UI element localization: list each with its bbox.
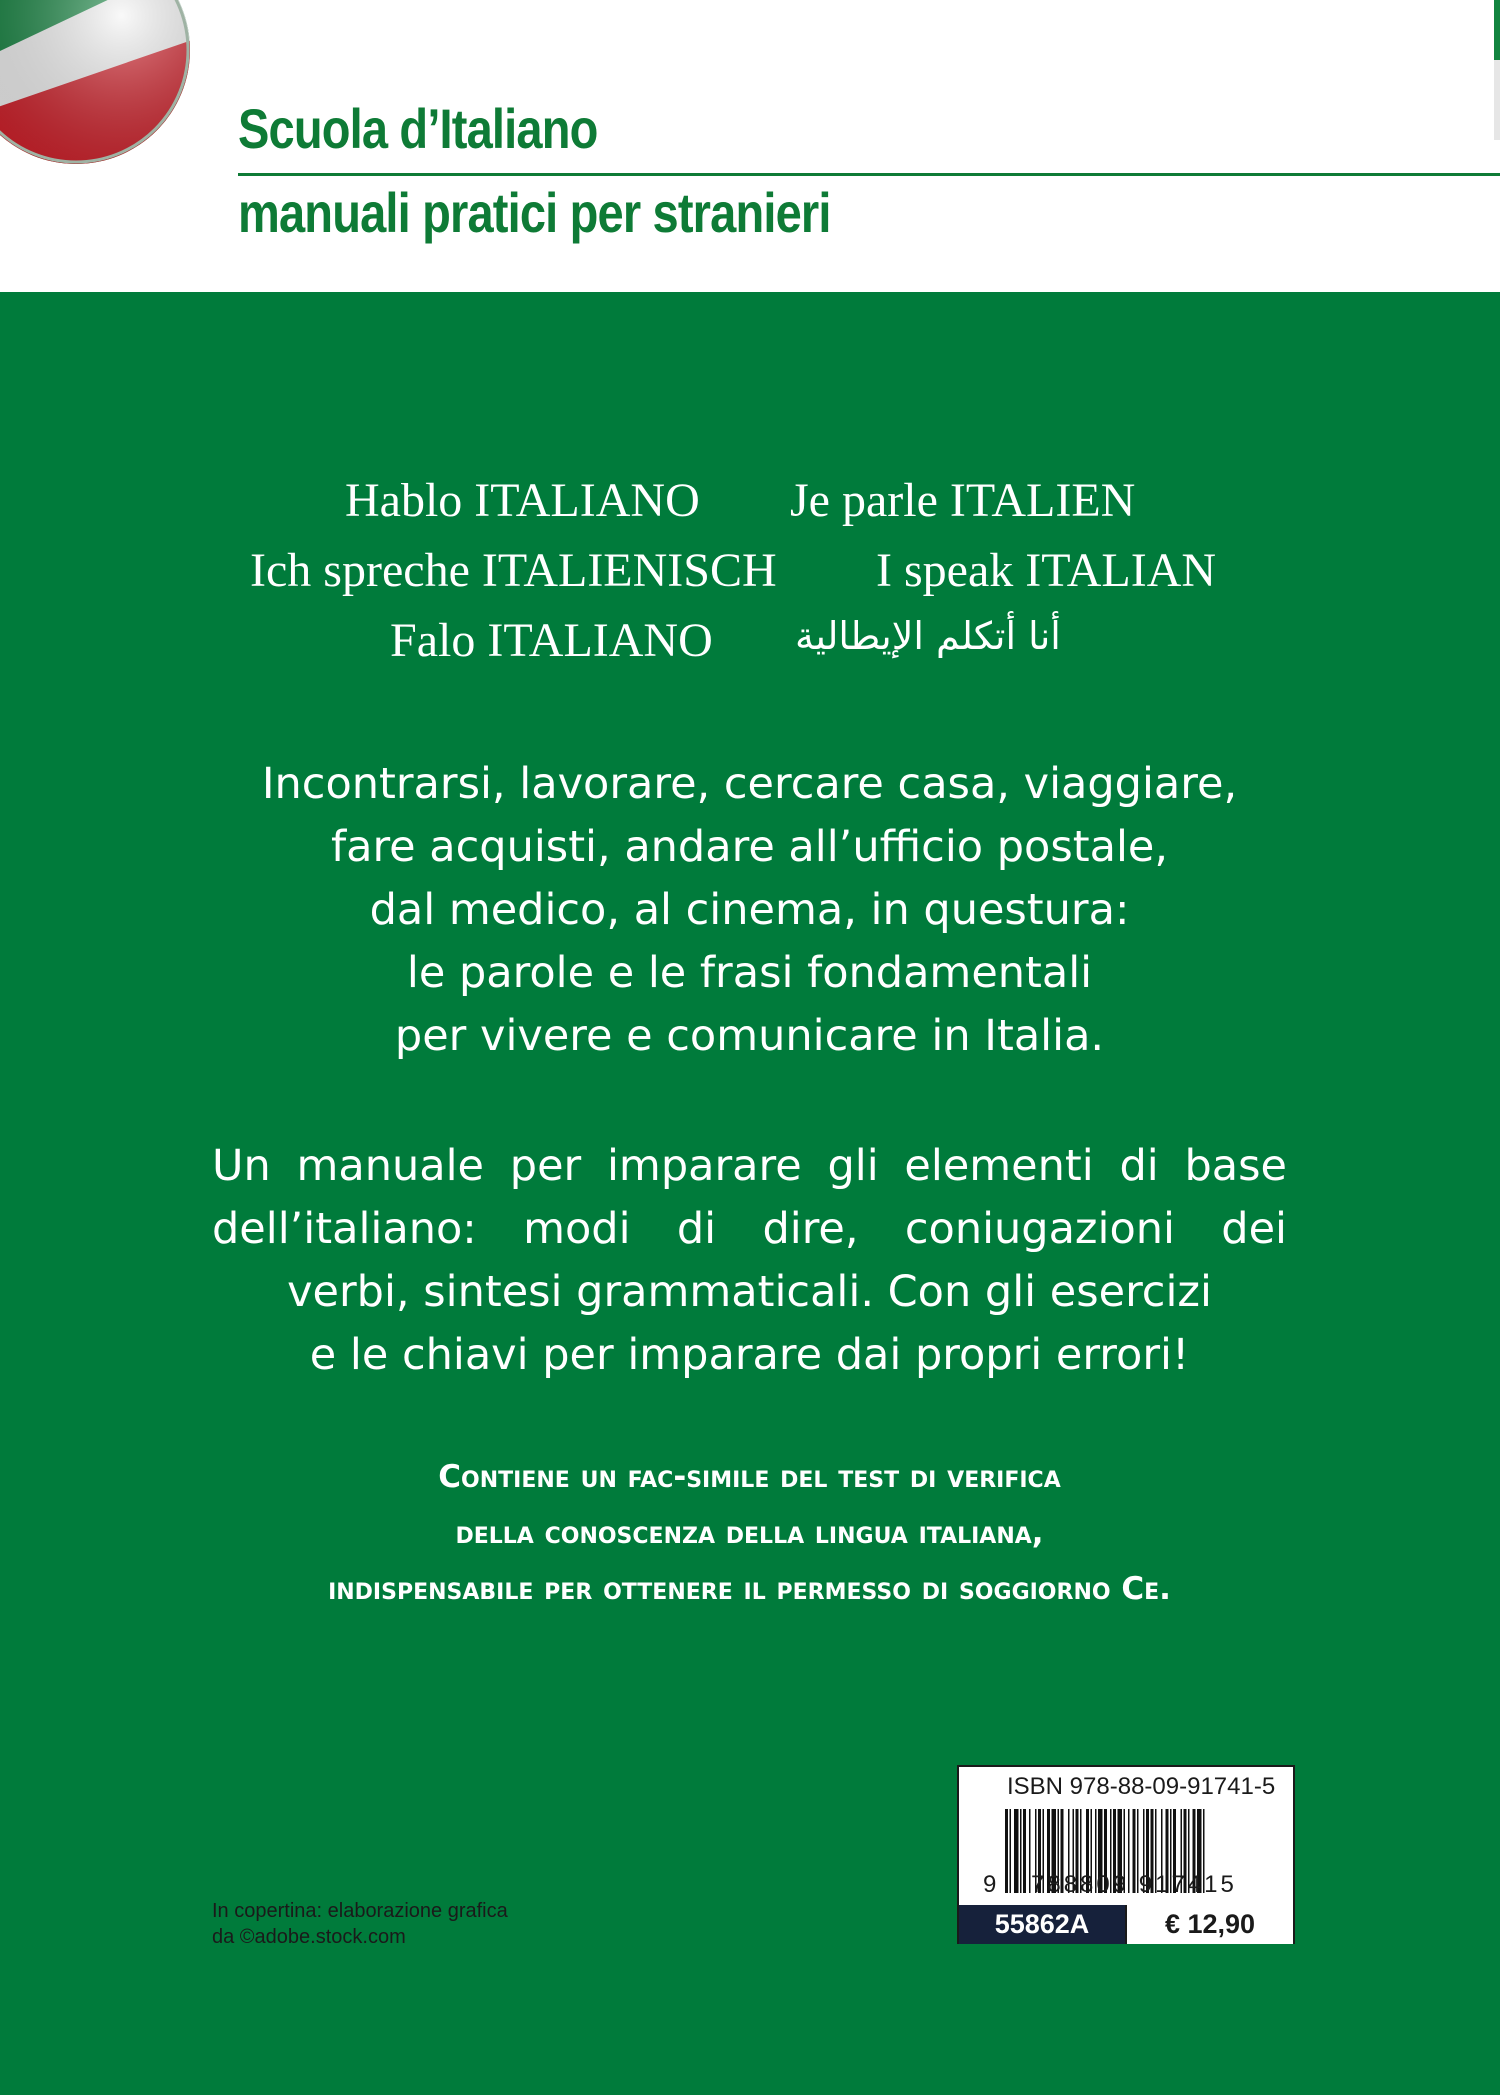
notice-line: Contiene un fac-simile del test di verifica bbox=[438, 1459, 1061, 1495]
intro-line: le parole e le frasi fondamentali bbox=[406, 948, 1093, 998]
barcode-bar bbox=[1010, 1809, 1012, 1893]
lang-portuguese: Falo ITALIANO bbox=[390, 614, 713, 667]
cover-credit bbox=[212, 1898, 508, 1950]
italian-flag-badge-icon bbox=[0, 0, 192, 180]
notice-line: della conoscenza della lingua italiana, bbox=[455, 1515, 1044, 1551]
lang-french: Je parle ITALIEN bbox=[790, 474, 1136, 527]
test-notice bbox=[212, 1449, 1287, 1617]
price: € 12,90 bbox=[1125, 1905, 1293, 1944]
notice-line: indispensabile per ottenere il permesso di soggiorno Ce. bbox=[328, 1571, 1171, 1607]
intro-line: Incontrarsi, lavorare, cercare casa, viaggiare, bbox=[261, 759, 1238, 809]
description-line: Un manuale per imparare gli elementi di base bbox=[212, 1141, 1287, 1191]
lang-german: Ich spreche ITALIENISCH bbox=[250, 544, 777, 597]
series-subtitle: manuali pratici per stranieri bbox=[238, 181, 831, 244]
credit-line: da ©adobe.stock.com bbox=[212, 1926, 406, 1948]
description-line: verbi, sintesi grammaticali. Con gli esercizi bbox=[287, 1267, 1212, 1317]
header-band bbox=[0, 0, 1500, 292]
lang-spanish: Hablo ITALIANO bbox=[345, 474, 700, 527]
barcode-label bbox=[957, 1765, 1295, 1944]
isbn-number: ISBN 978-88-09-91741-5 bbox=[1007, 1773, 1276, 1800]
lang-english: I speak ITALIAN bbox=[876, 544, 1217, 597]
ean-first-digit: 9 bbox=[983, 1871, 997, 1898]
lang-arabic: أنا أتكلم الإيطالية bbox=[795, 614, 1061, 658]
series-title: Scuola d’Italiano bbox=[238, 97, 598, 160]
barcode-bar bbox=[1005, 1809, 1008, 1893]
barcode-bar bbox=[1023, 1809, 1026, 1893]
product-code: 55862A bbox=[959, 1905, 1125, 1944]
intro-paragraph bbox=[212, 753, 1287, 1068]
description-line: dell’italiano: modi di dire, coniugazioni dei bbox=[212, 1204, 1287, 1254]
intro-line: dal medico, al cinema, in questura: bbox=[369, 885, 1130, 935]
flag-edge-icon bbox=[1494, 0, 1500, 140]
credit-line: In copertina: elaborazione grafica bbox=[212, 1900, 508, 1922]
intro-line: per vivere e comunicare in Italia. bbox=[394, 1011, 1105, 1061]
ean-digits: 788809 917415 bbox=[1031, 1871, 1237, 1898]
barcode-bar bbox=[1014, 1809, 1019, 1893]
description-paragraph bbox=[212, 1135, 1287, 1387]
intro-line: fare acquisti, andare all’ufficio postale, bbox=[330, 822, 1169, 872]
description-line: e le chiavi per imparare dai propri errori! bbox=[309, 1330, 1190, 1380]
barcode-bar bbox=[1020, 1809, 1022, 1893]
